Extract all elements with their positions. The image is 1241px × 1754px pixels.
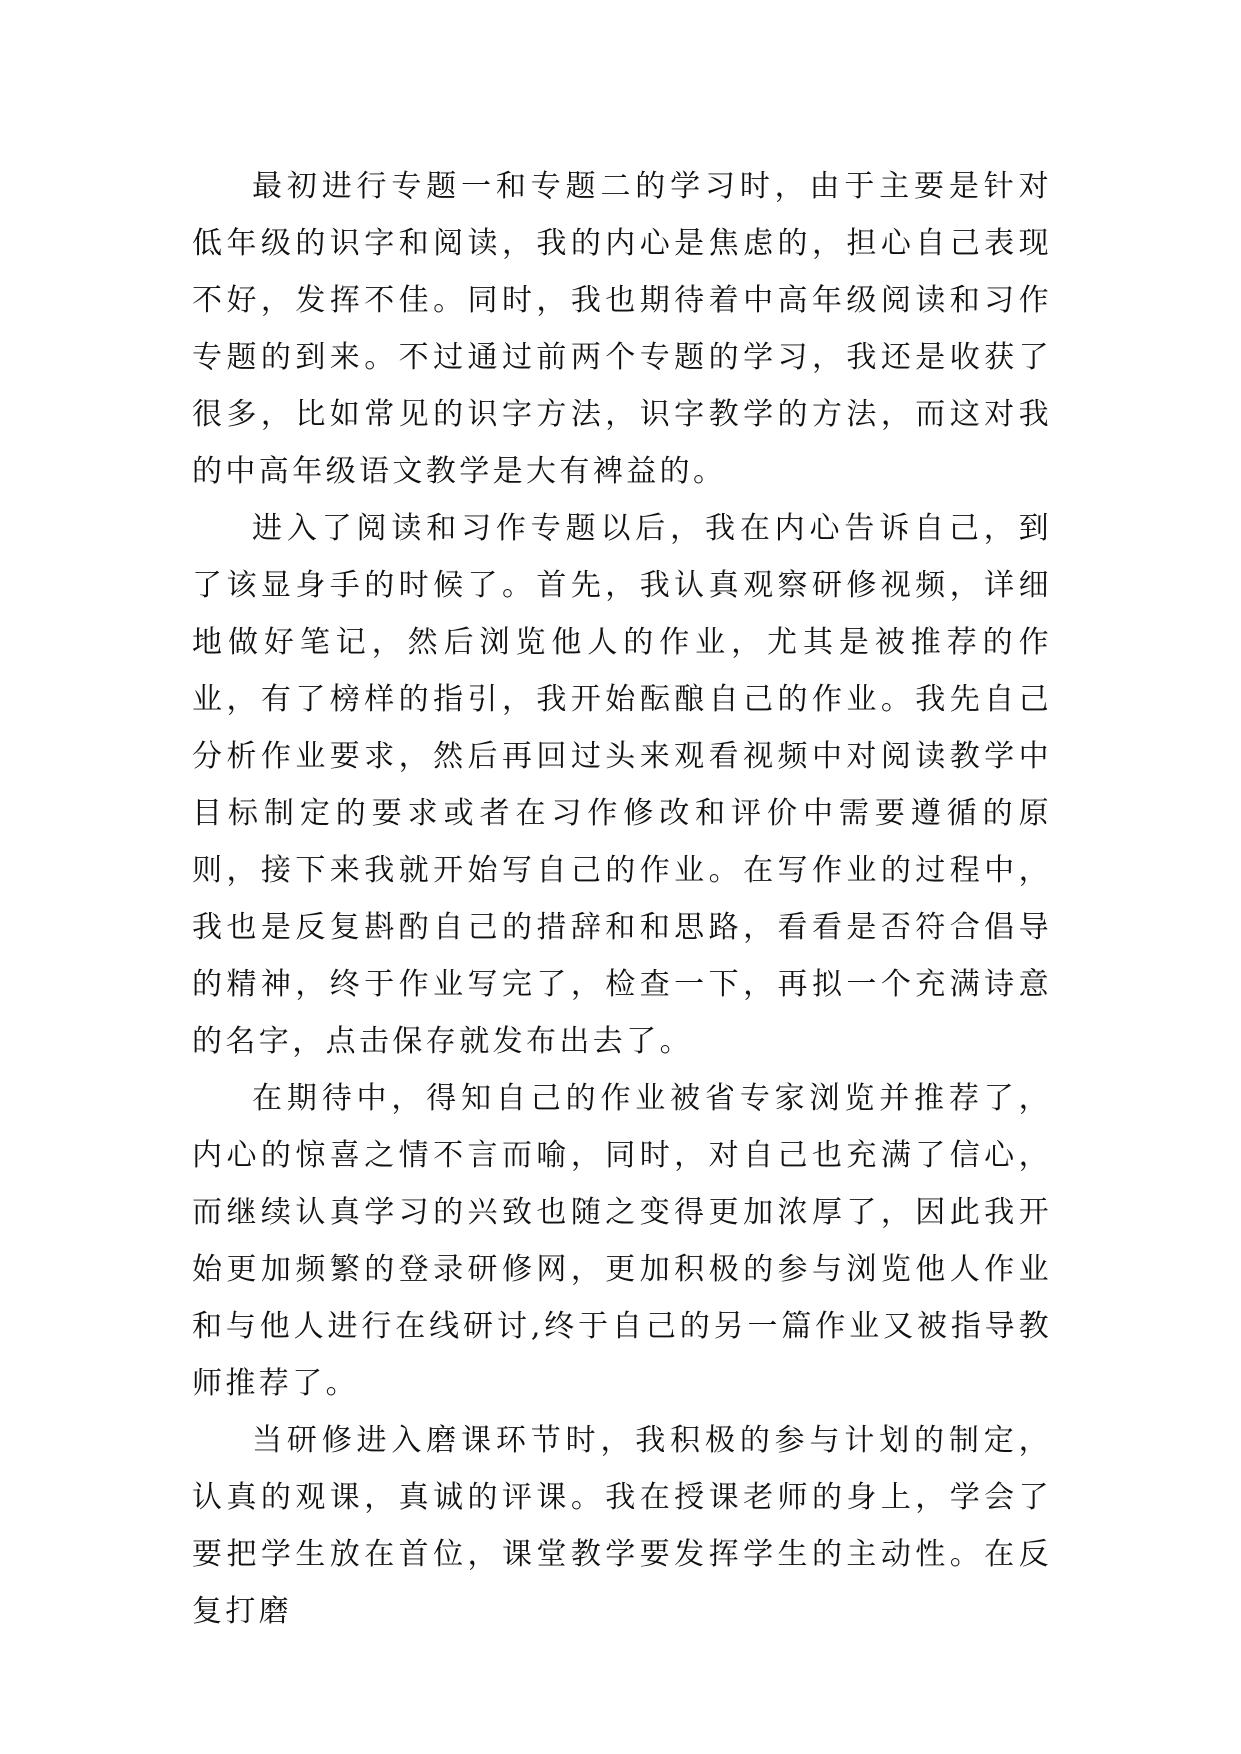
paragraph-2: 进入了阅读和习作专题以后，我在内心告诉自己，到了该显身手的时候了。首先，我认真观察研修视频，详细地做好笔记，然后浏览他人的作业，尤其是被推荐的作业，有了榜样的指引，我开始酝酿自己的作业。我先自己分析作业要求，然后再回过头来观看视频中对阅读教学中目标制定的要求或者在习作修改和评价中需要遵循的原则，接下来我就开始写自己的作业。在写作业的过程中，我也是反复斟酌自己的措辞和和思路，看看是否符合倡导的精神，终于作业写完了，检查一下，再拟一个充满诗意的名字，点击保存就发布出去了。 xyxy=(192,511,1052,1059)
paragraph-3: 在期待中，得知自己的作业被省专家浏览并推荐了，内心的惊喜之情不言而喻，同时，对自己也充满了信心，而继续认真学习的兴致也随之变得更加浓厚了，因此我开始更加频繁的登录研修网，更加积极的参与浏览他人作业和与他人进行在线研讨,终于自己的另一篇作业又被指导教师推荐了。 xyxy=(192,1081,1052,1401)
paragraph-4: 当研修进入磨课环节时，我积极的参与计划的制定，认真的观课，真诚的评课。我在授课老师的身上，学会了要把学生放在首位，课堂教学要发挥学生的主动性。在反复打磨 xyxy=(192,1423,1052,1629)
paragraph-1: 最初进行专题一和专题二的学习时，由于主要是针对低年级的识字和阅读，我的内心是焦虑的，担心自己表现不好，发挥不佳。同时，我也期待着中高年级阅读和习作专题的到来。不过通过前两个专题的学习，我还是收获了很多，比如常见的识字方法，识字教学的方法，而这对我的中高年级语文教学是大有裨益的。 xyxy=(192,169,1052,489)
document-body xyxy=(192,158,1052,1640)
